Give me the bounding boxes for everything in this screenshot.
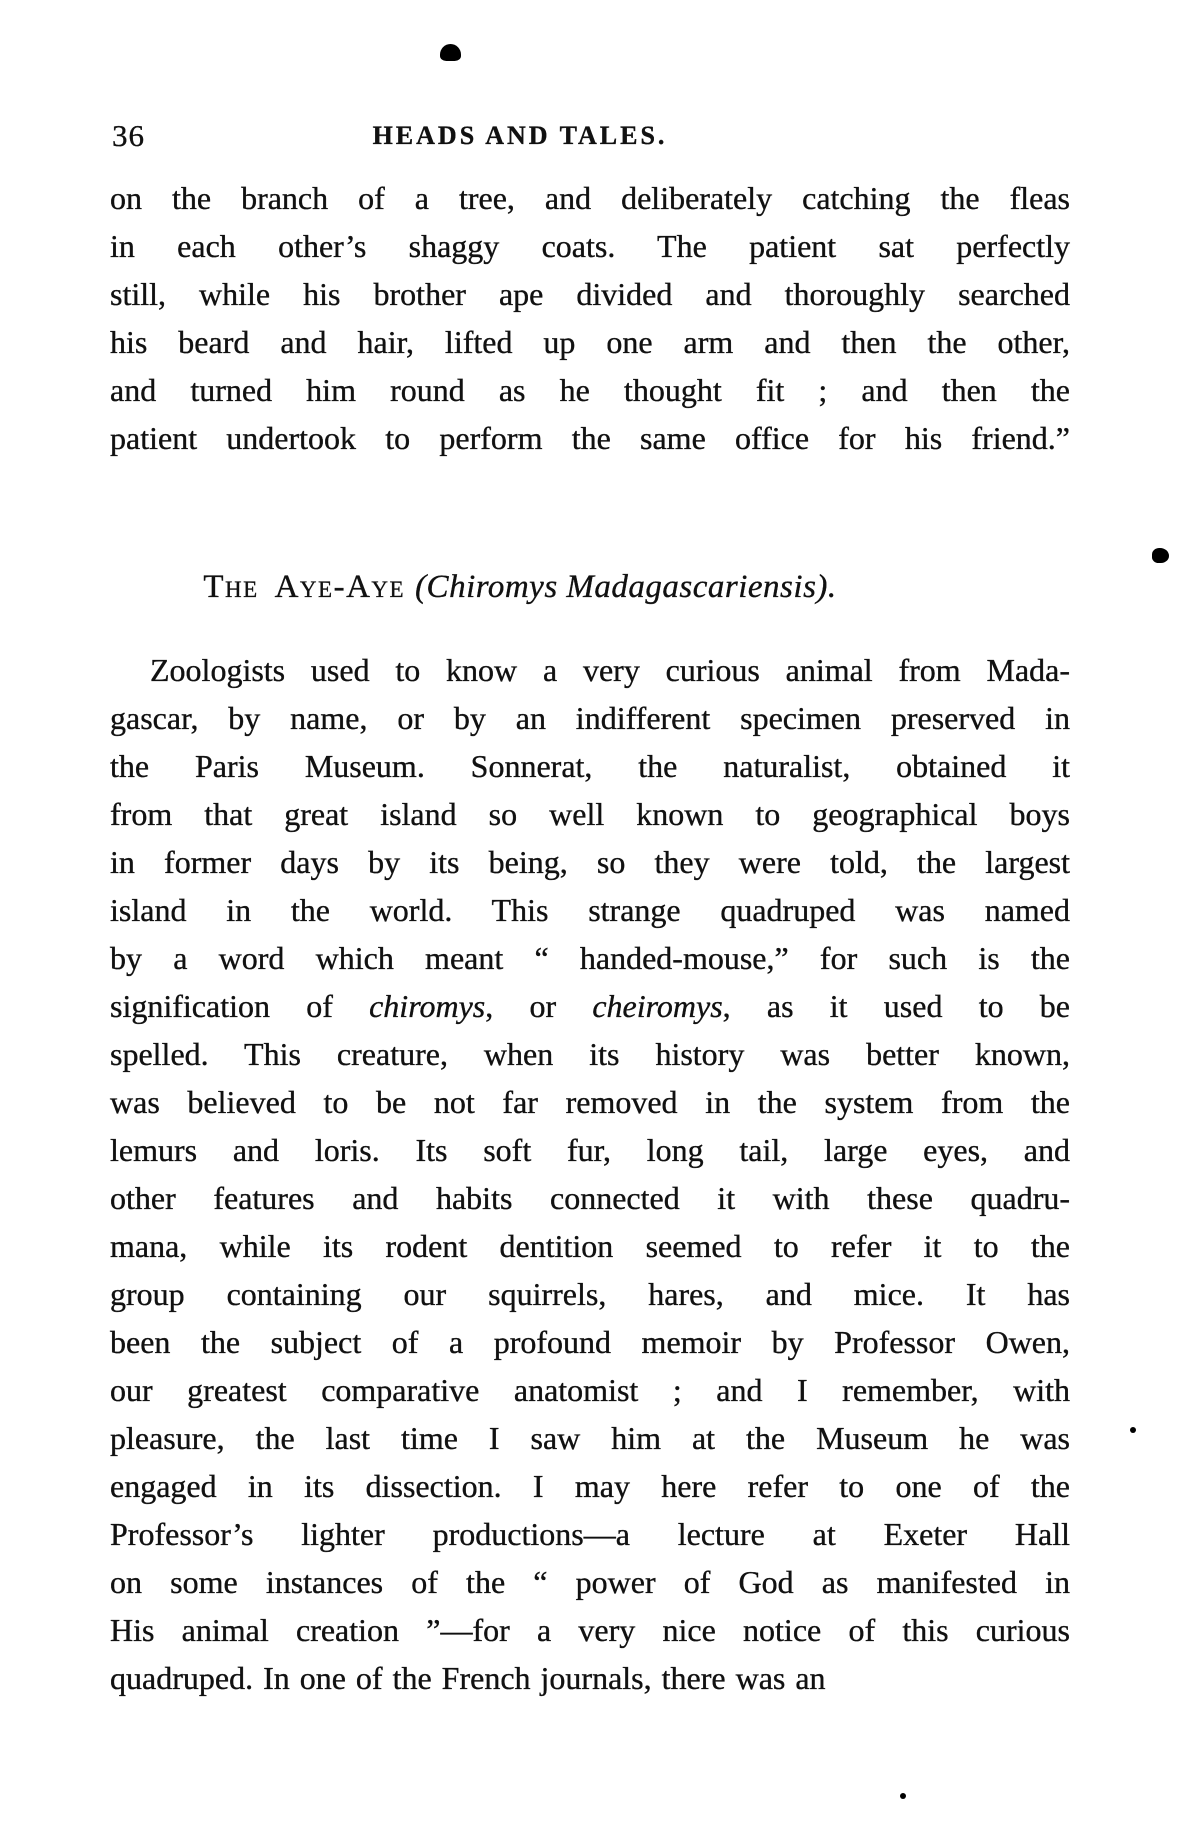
paragraph-2 <box>110 646 1070 1702</box>
page-header <box>110 118 1070 158</box>
text-line: the Paris Museum. Sonnerat, the naturalist, obtained it <box>110 748 1070 784</box>
text-line: was believed to be not far removed in the system from the <box>110 1084 1070 1120</box>
text-line: patient undertook to perform the same office for his friend.” <box>110 420 1070 456</box>
text-line: quadruped. In one of the French journals, there was an <box>110 1660 826 1696</box>
text-line: other features and habits connected it with these quadru- <box>110 1180 1070 1216</box>
running-title: HEADS AND TALES. <box>372 121 668 150</box>
section-heading-species: (Chiromys Madagascariensis). <box>415 569 837 605</box>
text-line: on some instances of the “ power of God as manifested in <box>110 1564 1070 1600</box>
text-line: in each other’s shaggy coats. The patient sat perfectly <box>110 228 1070 264</box>
text-line: and turned him round as he thought fit ; and then the <box>110 372 1070 408</box>
text-line: Zoologists used to know a very curious animal from Mada- <box>150 652 1070 688</box>
text-line: still, while his brother ape divided and thoroughly searched <box>110 276 1070 312</box>
text-line: His animal creation ”—for a very nice notice of this curious <box>110 1612 1070 1648</box>
text-line: his beard and hair, lifted up one arm and then the other, <box>110 324 1070 360</box>
ink-speck-bottom <box>900 1793 906 1799</box>
page-number: 36 <box>112 118 145 153</box>
section-heading <box>40 563 1000 611</box>
ink-speck-right-of-heading <box>1152 548 1169 563</box>
text-line: Professor’s lighter productions—a lecture at Exeter Hall <box>110 1516 1070 1552</box>
text-line: in former days by its being, so they were told, the largest <box>110 844 1070 880</box>
paragraph-1 <box>110 174 1070 462</box>
text-line: our greatest comparative anatomist ; and I remember, with <box>110 1372 1070 1408</box>
text-line: island in the world. This strange quadruped was named <box>110 892 1070 928</box>
text-line: from that great island so well known to geographical boys <box>110 796 1070 832</box>
ink-speck-right-margin <box>1130 1427 1136 1433</box>
text-line: pleasure, the last time I saw him at the Museum he was <box>110 1420 1070 1456</box>
text-line: on the branch of a tree, and deliberately catching the fleas <box>110 180 1070 216</box>
section-heading-name: The Aye-Aye <box>203 569 406 605</box>
text-line: mana, while its rodent dentition seemed to refer it to the <box>110 1228 1070 1264</box>
text-line: group containing our squirrels, hares, and mice. It has <box>110 1276 1070 1312</box>
text-line: signification of chiromys, or cheiromys, as it used to be <box>110 988 1071 1024</box>
text-line: lemurs and loris. Its soft fur, long tail, large eyes, and <box>110 1132 1070 1168</box>
ink-speck-top <box>440 44 461 61</box>
text-line: engaged in its dissection. I may here refer to one of the <box>110 1468 1070 1504</box>
text-line: by a word which meant “ handed-mouse,” for such is the <box>110 940 1070 976</box>
text-line: been the subject of a profound memoir by Professor Owen, <box>110 1324 1070 1360</box>
text-line: spelled. This creature, when its history was better known, <box>110 1036 1070 1072</box>
text-line: gascar, by name, or by an indifferent specimen preserved in <box>110 700 1070 736</box>
